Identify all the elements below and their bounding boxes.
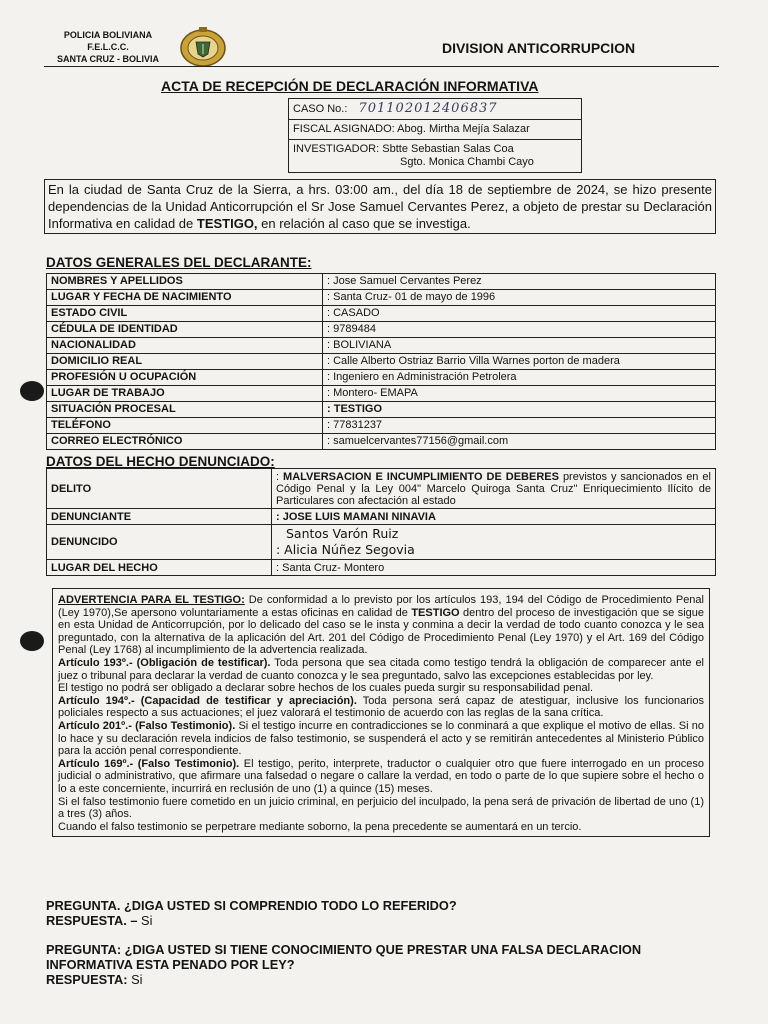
declarant-field-label: ESTADO CIVIL — [47, 306, 323, 322]
article-169 — [58, 758, 704, 796]
case-number-label: CASO No.: — [293, 103, 348, 115]
denunciado-2: : Alicia Núñez Segovia — [276, 542, 415, 557]
declarant-row — [47, 434, 716, 450]
article-193-extra: El testigo no podrá ser obligado a declarar sobre hechos de los cuales pueda surgir su responsabilidad penal. — [58, 682, 594, 695]
denunciado-value — [272, 525, 716, 560]
denunciante-label: DENUNCIANTE — [47, 509, 272, 525]
declarant-field-value: : TESTIGO — [323, 402, 716, 418]
declarant-field-value: : 77831237 — [323, 418, 716, 434]
denunciante-row — [47, 509, 716, 525]
denunciado-label: DENUNCIDO — [47, 525, 272, 560]
declarant-row — [47, 370, 716, 386]
article-169-title: Artículo 169º.- (Falso Testimonio). — [58, 757, 240, 770]
punch-hole-top — [20, 381, 44, 401]
intro-text-bold: TESTIGO, — [196, 216, 258, 231]
police-seal-logo — [178, 24, 228, 68]
declarant-field-value: : Jose Samuel Cervantes Perez — [323, 274, 716, 290]
declarant-field-label: LUGAR DE TRABAJO — [47, 386, 323, 402]
investigador-row — [289, 140, 581, 172]
lugar-hecho-value: : Santa Cruz- Montero — [272, 560, 716, 576]
declarant-section-title: DATOS GENERALES DEL DECLARANTE: — [46, 255, 312, 270]
delito-row — [47, 469, 716, 509]
declarant-row — [47, 354, 716, 370]
case-info-box — [288, 98, 582, 173]
article-201-title: Artículo 201º.- (Falso Testimonio). — [58, 719, 236, 732]
declarant-field-value: : Montero- EMAPA — [323, 386, 716, 402]
lugar-hecho-label: LUGAR DEL HECHO — [47, 560, 272, 576]
declarant-field-label: CORREO ELECTRÓNICO — [47, 434, 323, 450]
intro-text-a: En la ciudad de Santa Cruz de la Sierra, a hrs. 03:00 am., del día 18 de septiembre de 2024, se hizo presente dependencias de la Unidad Anticorrupción el Sr Jose Samuel Cervantes Perez, a objeto de prestar su Declaración Informativa en calidad de — [48, 182, 712, 231]
declarant-row — [47, 290, 716, 306]
institution-name: POLICIA BOLIVIANA — [63, 30, 153, 40]
fiscal-row — [289, 120, 581, 140]
delito-prefix: : — [276, 470, 284, 483]
investigador-2: Sgto. Monica Chambi Cayo — [400, 156, 534, 168]
declarant-row — [47, 386, 716, 402]
division-title: DIVISION ANTICORRUPCION — [442, 40, 636, 56]
declarant-field-value: : samuelcervantes77156@gmail.com — [323, 434, 716, 450]
qa-answer-value-1: Si — [137, 913, 153, 928]
declarant-field-label: NACIONALIDAD — [47, 338, 323, 354]
declarant-field-value: : Ingeniero en Administración Petrolera — [323, 370, 716, 386]
advertencia-text-a: De conformidad a lo previsto por los artículos 193, 194 del Código de Procedimiento Penal (Ley 1970),Se apersono voluntariamente a estas oficinas en calidad de — [58, 594, 704, 619]
advertencia-box — [52, 588, 710, 837]
declarant-field-value: : Calle Alberto Ostriaz Barrio Villa Warnes porton de madera — [323, 354, 716, 370]
declarant-field-value: : BOLIVIANA — [323, 338, 716, 354]
qa-answer-label-2: RESPUESTA: — [46, 972, 128, 987]
hecho-section-title: DATOS DEL HECHO DENUNCIADO: — [46, 454, 275, 469]
qa-answer-label-1: RESPUESTA. – — [46, 913, 138, 928]
declarant-row — [47, 402, 716, 418]
lugar-hecho-row — [47, 560, 716, 576]
declarant-row — [47, 418, 716, 434]
declarant-field-label: CÉDULA DE IDENTIDAD — [47, 322, 323, 338]
institution-unit: F.E.L.C.C. — [87, 42, 129, 52]
punch-hole-bottom — [20, 631, 44, 651]
investigador-label: INVESTIGADOR: — [293, 143, 380, 155]
article-193 — [58, 657, 704, 682]
investigador-1: Sbtte Sebastian Salas Coa — [382, 143, 514, 155]
delito-value — [272, 469, 716, 509]
article-169-extra-2: Cuando el falso testimonio se perpetrare mediante soborno, la pena precedente se aumentará en un tercio. — [58, 820, 582, 833]
article-194-text: Toda persona será capaz de atestiguar, inclusive los funcionarios policiales respecto a sus actuaciones; el juez valorará el testimonio de acuerdo con las reglas de la sana crítica. — [58, 694, 704, 720]
institution-location: SANTA CRUZ - BOLIVIA — [57, 54, 159, 64]
advertencia-testigo: TESTIGO — [411, 606, 460, 619]
case-number-row — [289, 99, 581, 120]
qa-item-2 — [46, 942, 718, 987]
declarant-field-value: : CASADO — [323, 306, 716, 322]
declarant-row — [47, 322, 716, 338]
article-201-text: Si el testigo incurre en contradicciones se lo conminará a que explique el motivo de ellas. Si no lo hace y su declaración revela indicios de falso testimonio, se suspenderá el acto y se remitirán antecedentes al Ministerio Público para la acción penal correspondiente. — [58, 719, 704, 758]
case-number-value: 701102012406837 — [358, 101, 498, 116]
advertencia-text-b: dentro del proceso de investigación que se sigue en esta Unidad de Anticorrupción, por lo delicado del caso se le insta y conmina a decir la verdad de todo cuanto conozca y le sea preguntado, con la alternativa de la aplicación del Art. 201 del Código de Procedimiento Penal (Ley 1970) y el Art. 169 del Código Penal (Ley 1768) al incumplimiento de la advertencia realizada. — [58, 606, 704, 657]
declarant-field-value: : Santa Cruz- 01 de mayo de 1996 — [323, 290, 716, 306]
declarant-row — [47, 274, 716, 290]
declarant-field-label: NOMBRES Y APELLIDOS — [47, 274, 323, 290]
declarant-field-label: SITUACIÓN PROCESAL — [47, 402, 323, 418]
header-divider — [44, 66, 719, 67]
declarant-row — [47, 306, 716, 322]
qa-answer-2 — [46, 972, 718, 987]
intro-text-b: en relación al caso que se investiga. — [257, 216, 471, 231]
qa-answer-1 — [46, 913, 718, 928]
declarant-field-label: PROFESIÓN U OCUPACIÓN — [47, 370, 323, 386]
denunciado-row — [47, 525, 716, 560]
declarant-field-label: LUGAR Y FECHA DE NACIMIENTO — [47, 290, 323, 306]
article-193-title: Artículo 193º.- (Obligación de testificar). — [58, 656, 271, 669]
qa-item-1 — [46, 898, 718, 928]
qa-question-1: PREGUNTA. ¿DIGA USTED SI COMPRENDIO TODO LO REFERIDO? — [46, 898, 457, 913]
fiscal-label: FISCAL ASIGNADO: — [293, 123, 395, 135]
delito-label: DELITO — [47, 469, 272, 509]
declarant-field-value: : 9789484 — [323, 322, 716, 338]
institution-block — [44, 29, 172, 65]
fiscal-value: Abog. Mirtha Mejía Salazar — [397, 123, 530, 135]
delito-rest: previstos y sancionados en el Código Penal y la Ley 004" Marcelo Quiroga Santa Cruz" Enriquecimiento Ilícito de Particulares con afectación al estado — [276, 470, 711, 507]
article-194 — [58, 695, 704, 720]
article-169-text: El testigo, perito, interprete, traductor o cualquier otro que fuere interrogado en un proceso judicial o administrativo, que afirmare una falsedad o negare o callare la verdad, en todo o parte de lo que supiere sobre el hecho o lo a este concerniente, incurrirá en reclusión de uno (1) a quince (15) meses. — [58, 757, 705, 795]
advertencia-intro — [58, 594, 704, 657]
article-201 — [58, 720, 704, 758]
qa-answer-value-2: Si — [127, 972, 143, 987]
article-194-title: Artículo 194º.- (Capacidad de testificar y apreciación). — [58, 694, 357, 707]
denunciante-value: : JOSE LUIS MAMANI NINAVIA — [272, 509, 716, 525]
declarant-row — [47, 338, 716, 354]
declarant-table — [46, 273, 716, 450]
hecho-table — [46, 468, 716, 576]
delito-bold: MALVERSACION E INCUMPLIMIENTO DE DEBERES — [283, 470, 559, 483]
declarant-field-label: TELÉFONO — [47, 418, 323, 434]
declarant-field-label: DOMICILIO REAL — [47, 354, 323, 370]
article-169-extra-1: Si el falso testimonio fuere cometido en un juicio criminal, en perjuicio del inculpado, la pena será de privación de libertad de uno (1) a tres (3) años. — [58, 795, 704, 821]
denunciado-1: Santos Varón Ruiz — [286, 526, 399, 541]
intro-paragraph — [44, 179, 716, 234]
advertencia-heading: ADVERTENCIA PARA EL TESTIGO: — [58, 594, 245, 606]
article-193-text: Toda persona que sea citada como testigo tendrá la obligación de comparecer ante el juez o tribunal para declarar la verdad de cuanto conozca y le sea preguntado, salvo las excepciones establecidas por ley. — [58, 656, 705, 682]
qa-question-2: PREGUNTA: ¿DIGA USTED SI TIENE CONOCIMIENTO QUE PRESTAR UNA FALSA DECLARACION INFORMATIVA ESTA PENADO POR LEY? — [46, 942, 642, 972]
document-title: ACTA DE RECEPCIÓN DE DECLARACIÓN INFORMATIVA — [161, 78, 539, 94]
